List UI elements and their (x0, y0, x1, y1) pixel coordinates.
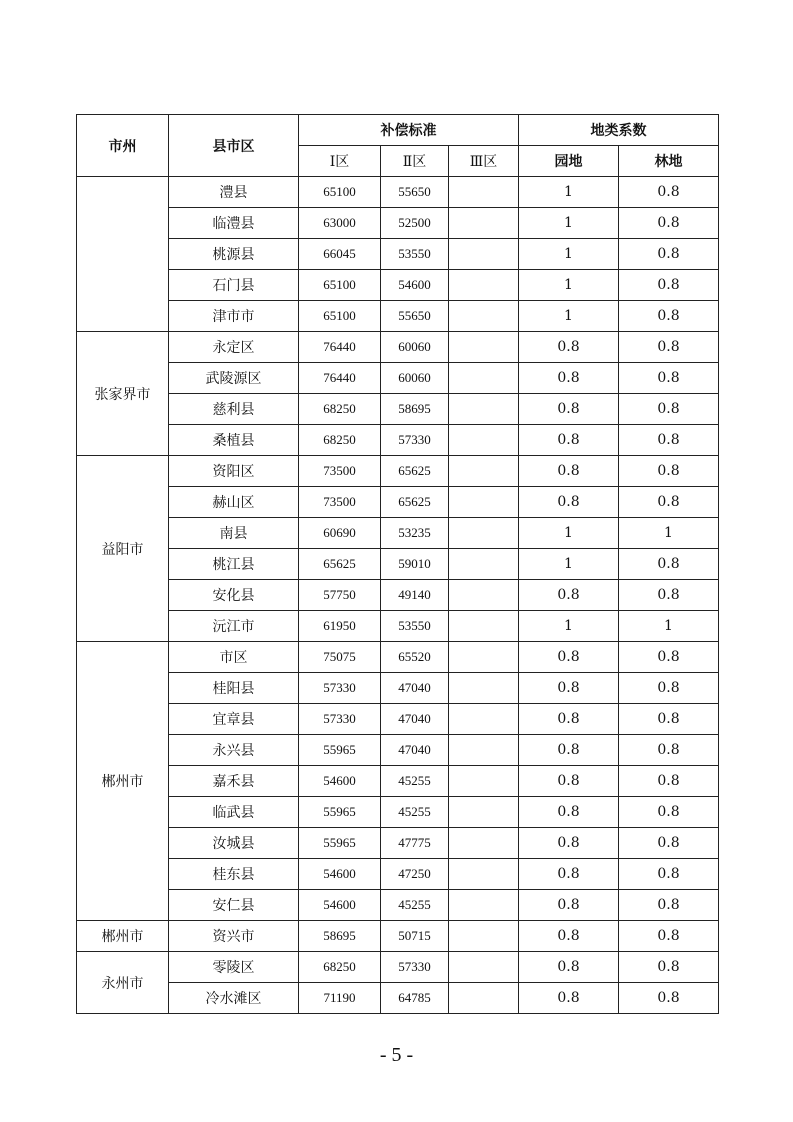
forest-coef: 0.8 (619, 208, 719, 239)
zone2-value: 47040 (381, 704, 449, 735)
zone1-value: 54600 (299, 859, 381, 890)
garden-coef: 0.8 (519, 921, 619, 952)
table-row (77, 332, 719, 363)
forest-coef: 0.8 (619, 487, 719, 518)
county-cell: 石门县 (169, 270, 299, 301)
header-county: 县市区 (169, 115, 299, 177)
table-row (77, 580, 719, 611)
zone1-value: 68250 (299, 952, 381, 983)
zone1-value: 68250 (299, 394, 381, 425)
zone2-value: 47040 (381, 735, 449, 766)
zone2-value: 58695 (381, 394, 449, 425)
forest-coef: 0.8 (619, 859, 719, 890)
header-zone1: Ⅰ区 (299, 146, 381, 177)
zone2-value: 65625 (381, 487, 449, 518)
zone1-value: 55965 (299, 797, 381, 828)
table-row (77, 673, 719, 704)
zone2-value: 57330 (381, 425, 449, 456)
header-zone3: Ⅲ区 (449, 146, 519, 177)
table-row (77, 859, 719, 890)
zone1-value: 54600 (299, 890, 381, 921)
garden-coef: 1 (519, 239, 619, 270)
zone2-value: 52500 (381, 208, 449, 239)
zone3-value (449, 921, 519, 952)
county-cell: 临澧县 (169, 208, 299, 239)
forest-coef: 0.8 (619, 952, 719, 983)
garden-coef: 0.8 (519, 859, 619, 890)
zone1-value: 63000 (299, 208, 381, 239)
zone3-value (449, 735, 519, 766)
zone1-value: 65100 (299, 177, 381, 208)
county-cell: 武陵源区 (169, 363, 299, 394)
table-row (77, 890, 719, 921)
zone2-value: 60060 (381, 332, 449, 363)
forest-coef: 0.8 (619, 828, 719, 859)
forest-coef: 0.8 (619, 921, 719, 952)
forest-coef: 1 (619, 611, 719, 642)
zone1-value: 71190 (299, 983, 381, 1014)
table-row (77, 735, 719, 766)
garden-coef: 0.8 (519, 890, 619, 921)
city-cell: 永州市 (77, 952, 169, 1014)
header-forest: 林地 (619, 146, 719, 177)
table-row (77, 363, 719, 394)
zone1-value: 65100 (299, 270, 381, 301)
county-cell: 汝城县 (169, 828, 299, 859)
forest-coef: 0.8 (619, 704, 719, 735)
county-cell: 桃源县 (169, 239, 299, 270)
table-body (77, 177, 719, 1014)
zone3-value (449, 208, 519, 239)
zone1-value: 76440 (299, 363, 381, 394)
zone2-value: 65520 (381, 642, 449, 673)
zone2-value: 45255 (381, 797, 449, 828)
table-row (77, 611, 719, 642)
zone3-value (449, 239, 519, 270)
table-row (77, 270, 719, 301)
forest-coef: 0.8 (619, 363, 719, 394)
forest-coef: 0.8 (619, 332, 719, 363)
zone1-value: 55965 (299, 735, 381, 766)
zone1-value: 65100 (299, 301, 381, 332)
forest-coef: 0.8 (619, 983, 719, 1014)
zone1-value: 73500 (299, 456, 381, 487)
garden-coef: 0.8 (519, 704, 619, 735)
zone2-value: 45255 (381, 766, 449, 797)
zone1-value: 75075 (299, 642, 381, 673)
zone1-value: 57750 (299, 580, 381, 611)
zone2-value: 64785 (381, 983, 449, 1014)
header-zone2: Ⅱ区 (381, 146, 449, 177)
table-row (77, 797, 719, 828)
city-cell: 郴州市 (77, 642, 169, 921)
garden-coef: 0.8 (519, 456, 619, 487)
zone3-value (449, 363, 519, 394)
garden-coef: 0.8 (519, 642, 619, 673)
zone1-value: 57330 (299, 704, 381, 735)
zone3-value (449, 797, 519, 828)
county-cell: 澧县 (169, 177, 299, 208)
zone3-value (449, 890, 519, 921)
county-cell: 沅江市 (169, 611, 299, 642)
forest-coef: 0.8 (619, 797, 719, 828)
zone1-value: 66045 (299, 239, 381, 270)
table-row (77, 177, 719, 208)
zone1-value: 60690 (299, 518, 381, 549)
county-cell: 津市市 (169, 301, 299, 332)
city-cell: 益阳市 (77, 456, 169, 642)
table-row (77, 549, 719, 580)
county-cell: 永兴县 (169, 735, 299, 766)
zone2-value: 47040 (381, 673, 449, 704)
zone3-value (449, 828, 519, 859)
forest-coef: 0.8 (619, 766, 719, 797)
garden-coef: 1 (519, 177, 619, 208)
zone3-value (449, 952, 519, 983)
garden-coef: 0.8 (519, 363, 619, 394)
zone2-value: 60060 (381, 363, 449, 394)
zone2-value: 53550 (381, 239, 449, 270)
garden-coef: 0.8 (519, 766, 619, 797)
garden-coef: 0.8 (519, 828, 619, 859)
zone3-value (449, 487, 519, 518)
county-cell: 桂东县 (169, 859, 299, 890)
garden-coef: 0.8 (519, 673, 619, 704)
zone1-value: 76440 (299, 332, 381, 363)
table-row (77, 828, 719, 859)
garden-coef: 0.8 (519, 580, 619, 611)
county-cell: 宜章县 (169, 704, 299, 735)
county-cell: 桑植县 (169, 425, 299, 456)
zone1-value: 68250 (299, 425, 381, 456)
zone2-value: 47250 (381, 859, 449, 890)
county-cell: 资阳区 (169, 456, 299, 487)
zone3-value (449, 704, 519, 735)
zone2-value: 55650 (381, 177, 449, 208)
table-row (77, 952, 719, 983)
forest-coef: 0.8 (619, 549, 719, 580)
forest-coef: 0.8 (619, 270, 719, 301)
garden-coef: 0.8 (519, 394, 619, 425)
table-row (77, 983, 719, 1014)
forest-coef: 0.8 (619, 735, 719, 766)
zone1-value: 54600 (299, 766, 381, 797)
forest-coef: 0.8 (619, 580, 719, 611)
zone2-value: 54600 (381, 270, 449, 301)
page-number: - 5 - (379, 1044, 414, 1066)
zone2-value: 50715 (381, 921, 449, 952)
garden-coef: 1 (519, 549, 619, 580)
garden-coef: 0.8 (519, 797, 619, 828)
zone2-value: 53235 (381, 518, 449, 549)
county-cell: 冷水滩区 (169, 983, 299, 1014)
forest-coef: 0.8 (619, 301, 719, 332)
table-row (77, 208, 719, 239)
zone3-value (449, 332, 519, 363)
zone2-value: 47775 (381, 828, 449, 859)
garden-coef: 1 (519, 518, 619, 549)
county-cell: 零陵区 (169, 952, 299, 983)
table-row (77, 425, 719, 456)
zone3-value (449, 456, 519, 487)
county-cell: 安化县 (169, 580, 299, 611)
forest-coef: 0.8 (619, 394, 719, 425)
zone3-value (449, 983, 519, 1014)
zone3-value (449, 611, 519, 642)
forest-coef: 0.8 (619, 642, 719, 673)
county-cell: 慈利县 (169, 394, 299, 425)
zone3-value (449, 642, 519, 673)
zone2-value: 65625 (381, 456, 449, 487)
garden-coef: 0.8 (519, 332, 619, 363)
table-row (77, 456, 719, 487)
forest-coef: 0.8 (619, 425, 719, 456)
table-row (77, 921, 719, 952)
county-cell: 南县 (169, 518, 299, 549)
forest-coef: 0.8 (619, 239, 719, 270)
table-header (77, 115, 719, 177)
county-cell: 资兴市 (169, 921, 299, 952)
zone3-value (449, 177, 519, 208)
header-standard: 补偿标准 (299, 115, 519, 146)
zone2-value: 59010 (381, 549, 449, 580)
zone2-value: 45255 (381, 890, 449, 921)
zone3-value (449, 673, 519, 704)
county-cell: 桂阳县 (169, 673, 299, 704)
zone1-value: 65625 (299, 549, 381, 580)
zone2-value: 53550 (381, 611, 449, 642)
garden-coef: 1 (519, 208, 619, 239)
forest-coef: 0.8 (619, 177, 719, 208)
zone3-value (449, 270, 519, 301)
zone3-value (449, 549, 519, 580)
county-cell: 桃江县 (169, 549, 299, 580)
garden-coef: 0.8 (519, 425, 619, 456)
garden-coef: 1 (519, 301, 619, 332)
table-row (77, 642, 719, 673)
county-cell: 嘉禾县 (169, 766, 299, 797)
table-row (77, 766, 719, 797)
zone3-value (449, 859, 519, 890)
garden-coef: 1 (519, 611, 619, 642)
table-row (77, 704, 719, 735)
county-cell: 永定区 (169, 332, 299, 363)
garden-coef: 0.8 (519, 983, 619, 1014)
garden-coef: 0.8 (519, 487, 619, 518)
county-cell: 安仁县 (169, 890, 299, 921)
county-cell: 赫山区 (169, 487, 299, 518)
table-row (77, 487, 719, 518)
zone2-value: 57330 (381, 952, 449, 983)
zone1-value: 58695 (299, 921, 381, 952)
zone1-value: 61950 (299, 611, 381, 642)
city-cell: 张家界市 (77, 332, 169, 456)
zone3-value (449, 425, 519, 456)
county-cell: 市区 (169, 642, 299, 673)
table-row (77, 518, 719, 549)
zone3-value (449, 301, 519, 332)
forest-coef: 1 (619, 518, 719, 549)
header-city: 市州 (77, 115, 169, 177)
header-garden: 园地 (519, 146, 619, 177)
zone3-value (449, 394, 519, 425)
forest-coef: 0.8 (619, 890, 719, 921)
forest-coef: 0.8 (619, 456, 719, 487)
zone2-value: 49140 (381, 580, 449, 611)
garden-coef: 0.8 (519, 735, 619, 766)
header-coef: 地类系数 (519, 115, 719, 146)
garden-coef: 1 (519, 270, 619, 301)
zone1-value: 55965 (299, 828, 381, 859)
table-row (77, 394, 719, 425)
zone3-value (449, 580, 519, 611)
table-row (77, 239, 719, 270)
garden-coef: 0.8 (519, 952, 619, 983)
forest-coef: 0.8 (619, 673, 719, 704)
table-row (77, 301, 719, 332)
zone3-value (449, 766, 519, 797)
zone2-value: 55650 (381, 301, 449, 332)
compensation-table (76, 114, 719, 1014)
city-cell (77, 177, 169, 332)
zone1-value: 73500 (299, 487, 381, 518)
zone3-value (449, 518, 519, 549)
city-cell: 郴州市 (77, 921, 169, 952)
zone1-value: 57330 (299, 673, 381, 704)
county-cell: 临武县 (169, 797, 299, 828)
